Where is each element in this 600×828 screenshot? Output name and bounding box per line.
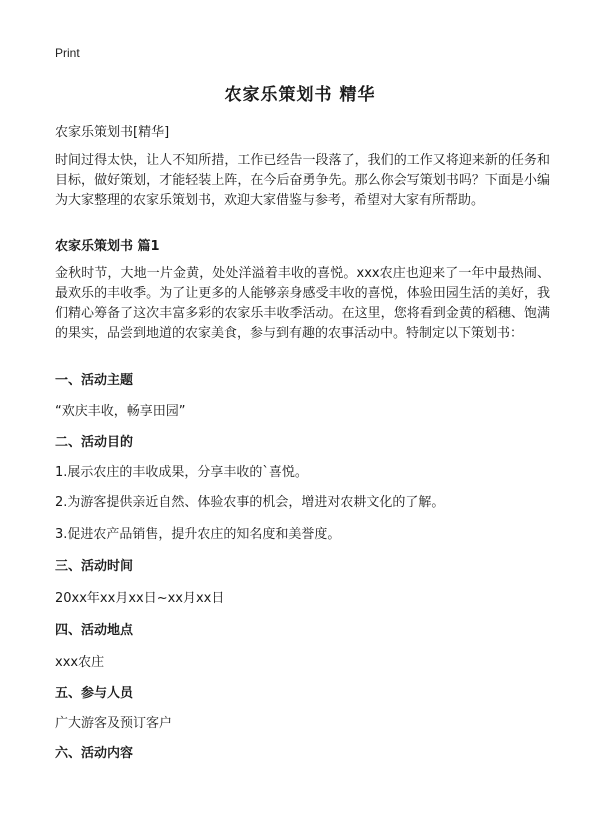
purpose-item-1: 1.展示农庄的丰收成果，分享丰收的`喜悦。 [55, 465, 308, 480]
purpose-item-2: 2.为游客提供亲近自然、体验农事的机会，增进对农耕文化的了解。 [55, 495, 445, 510]
page-title: 农家乐策划书 精华 [224, 85, 376, 105]
participants-text: 广大游客及预订客户 [55, 716, 173, 731]
theme-text: “欢庆丰收，畅享田园” [55, 404, 186, 419]
time-text: 20xx年xx月xx日~xx月xx日 [55, 591, 225, 606]
heading-content: 六、活动内容 [55, 746, 134, 761]
heading-location: 四、活动地点 [55, 623, 134, 638]
heading-time: 三、活动时间 [55, 559, 134, 574]
intro-paragraph: 时间过得太快，让人不知所措，工作已经告一段落了，我们的工作又将迎来新的任务和目标，做好策划，才能轻装上阵，在今后奋勇争先。那么你会写策划书吗？下面是小编为大家整理的农家乐策划书，欢迎大家借鉴与参考，希望对大家有所帮助。 [55, 153, 550, 208]
document-subtitle: 农家乐策划书[精华] [55, 125, 170, 140]
heading-theme: 一、活动主题 [55, 373, 134, 388]
purpose-item-3: 3.促进农产品销售，提升农庄的知名度和美誉度。 [55, 527, 341, 542]
heading-participants: 五、参与人员 [55, 686, 134, 701]
section-title: 农家乐策划书 篇1 [55, 239, 160, 254]
print-link[interactable]: Print [55, 46, 80, 60]
location-text: xxx农庄 [55, 655, 105, 670]
heading-purpose: 二、活动目的 [55, 435, 134, 450]
section-intro-paragraph: 金秋时节，大地一片金黄，处处洋溢着丰收的喜悦。xxx农庄也迎来了一年中最热闹、最欢乐的丰收季。为了让更多的人能够亲身感受丰收的喜悦，体验田园生活的美好，我们精心筹备了这次丰富多彩的农家乐丰收季活动。在这里，您将看到金黄的稻穗、饱满的果实，品尝到地道的农家美食，参与到有趣的农事活动中。特制定以下策划书： [55, 266, 550, 341]
